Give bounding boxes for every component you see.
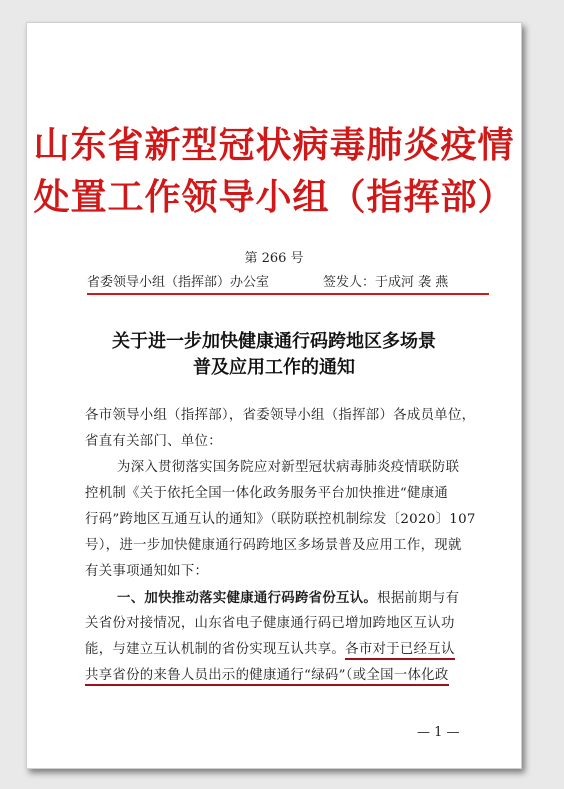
body-line-highlight xyxy=(85,667,495,685)
page-number: — 1 — xyxy=(417,725,460,740)
body-line: 为深入贯彻落实国务院应对新型冠状病毒肺炎疫情联防联 xyxy=(117,460,460,475)
body-line: 号），进一步加快健康通行码跨地区多场景普及应用工作，现就 xyxy=(85,538,462,553)
highlighted-text: 共享省份的来鲁人员出示的健康通行“绿码”（或全国一体化政 xyxy=(85,668,449,686)
signer: 签发人：于成河 袭 燕 xyxy=(323,275,449,290)
body-line: 控机制《关于依托全国一体化政务服务平台加快推进“健康通 xyxy=(85,486,449,501)
issuing-office: 省委领导小组（指挥部）办公室 xyxy=(87,275,270,290)
section-1-text: 根据前期与有 xyxy=(377,591,460,606)
document-title-line2: 普及应用工作的通知 xyxy=(193,357,355,378)
highlighted-text: 各市对于已经互认 xyxy=(345,642,455,660)
body-line: 有关事项通知如下： xyxy=(85,564,209,579)
red-divider xyxy=(87,293,489,295)
body-text: 能，与建立互认机制的省份实现互认共享。 xyxy=(85,642,346,657)
body-line-partial-highlight xyxy=(85,641,495,659)
body-line: 各市领导小组（指挥部），省委领导小组（指挥部）各成员单位， xyxy=(85,408,476,423)
document-number: 第 266 号 xyxy=(244,251,304,266)
body-line: 行码”跨地区互通互认的通知》（联防联控机制综发〔2020〕107 xyxy=(85,512,476,527)
document-title-line1: 关于进一步加快健康通行码跨地区多场景 xyxy=(112,331,436,352)
body-line: 关省份对接情况，山东省电子健康通行码已增加跨地区互认功 xyxy=(85,616,455,631)
section-1-line xyxy=(117,589,495,608)
issuing-authority-line1: 山东省新型冠状病毒肺炎疫情 xyxy=(33,124,515,166)
issuing-authority-line2: 处置工作领导小组（指挥部） xyxy=(33,176,515,218)
document-page xyxy=(26,22,522,769)
body-line: 省直有关部门、单位： xyxy=(85,434,222,449)
section-1-heading: 一、加快推动落实健康通行码跨省份互认。 xyxy=(117,590,378,606)
